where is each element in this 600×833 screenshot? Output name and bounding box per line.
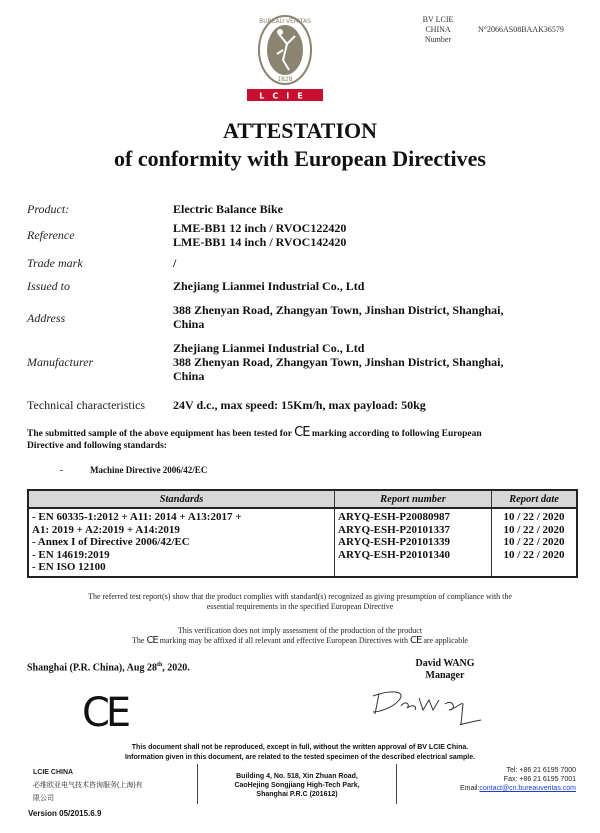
handwritten-signature [365, 682, 495, 727]
svg-text:1828: 1828 [277, 76, 293, 83]
verification-note [0, 626, 600, 646]
report-number: ARYQ-ESH-P20080987 [338, 511, 451, 523]
table-row [28, 508, 577, 577]
place-and-date [27, 662, 190, 673]
footer-notice: This document shall not be reproduced, except in full, without the written approval of BV LCIE China. [131, 744, 469, 751]
reports-cell [335, 508, 492, 577]
email-label: Email: [459, 785, 480, 792]
ce-mark-icon: CE [410, 635, 422, 646]
manufacturer-line: 388 Zhenyan Road, Zhangyan Town, Jinshan District, Shanghai, [173, 355, 504, 369]
product-value: Electric Balance Bike [173, 202, 283, 216]
issuer-line: Number [424, 35, 452, 44]
report-date: 10 / 22 / 2020 [503, 548, 565, 561]
note-line: essential requirements in the specified European Directive [206, 602, 394, 611]
report-number: ARYQ-ESH-P20101339 [338, 536, 451, 548]
address-line: CaoHejing Songjiang High-Tech Park, [234, 782, 360, 789]
version-label: Version 05/2015.6.9 [28, 809, 102, 818]
address-values [173, 303, 503, 331]
place-text: Shanghai (P.R. China), Aug 28 [27, 662, 157, 674]
note-line: This verification does not imply assessment of the production of the product [177, 626, 423, 635]
standard-line: - EN 14619:2019 [32, 548, 110, 561]
dates-cell [492, 508, 578, 577]
report-date: 10 / 22 / 2020 [503, 523, 565, 536]
column-header-report-number: Report number [335, 490, 492, 508]
ce-mark-icon: CE [294, 425, 310, 440]
report-date: 10 / 22 / 2020 [503, 511, 565, 523]
reference-values [173, 221, 346, 249]
company-name-cn: 必维欧亚电气技术咨询服务(上海)有 [33, 782, 143, 789]
issuer-line: CHINA [425, 25, 451, 34]
marking-note [0, 636, 600, 646]
ce-mark-icon: CE [146, 635, 158, 646]
tested-statement [27, 427, 577, 452]
report-date: 10 / 22 / 2020 [503, 536, 565, 548]
email-link[interactable]: contact@cn.bureauveritas.com [479, 785, 576, 792]
list-dash: - [60, 465, 63, 475]
footer-company [33, 766, 143, 805]
signer-block [390, 658, 500, 682]
directive-name: Machine Directive 2006/42/EC [90, 465, 208, 475]
product-label: Product: [27, 202, 70, 216]
issuer-block [410, 15, 466, 45]
tested-text: Directive and following standards: [27, 441, 167, 451]
technical-value: 24V d.c., max speed: 15Km/h, max payload: 50kg [173, 398, 426, 412]
footer-contact [400, 766, 576, 793]
tested-text: The submitted sample of the above equipment has been tested for [27, 429, 292, 439]
reference-value: LME-BB1 12 inch / RVOC122420 [173, 221, 347, 235]
note-text: marking may be affixed if all relevant and effective European Directives with [159, 636, 409, 645]
note-line: The referred test report(s) show that the product complies with standard(s) recognized as giving presumption of compliance with the [88, 592, 512, 601]
issued-to-label: Issued to [27, 279, 70, 293]
svg-text:LCIE: LCIE [259, 91, 311, 101]
technical-label: Technical characteristics [27, 398, 146, 412]
svg-text:BUREAU VERITAS: BUREAU VERITAS [259, 18, 311, 25]
manufacturer-line: China [173, 369, 205, 383]
address-line: Shanghai P.R.C (201612) [256, 791, 338, 798]
fax: Fax: +86 21 6195 7001 [503, 776, 576, 783]
page-title: ATTESTATION [222, 118, 378, 143]
note-text: The [132, 636, 145, 645]
reference-value: LME-BB1 14 inch / RVOC142420 [173, 235, 347, 249]
standard-line: - EN 60335-1:2012 + A11: 2014 + A13:2017 + [32, 511, 242, 523]
manufacturer-label: Manufacturer [27, 355, 94, 369]
date-suffix: th [156, 662, 163, 668]
phone: Tel: +86 21 6195 7000 [506, 767, 576, 774]
trade-mark-value: / [173, 256, 177, 270]
compliance-note [0, 592, 600, 612]
issuer-line: BV LCIE [422, 15, 454, 24]
certificate-number: N°2066AS08BAAK36579 [478, 25, 564, 34]
address-line: China [173, 317, 205, 331]
report-number: ARYQ-ESH-P20101340 [338, 548, 451, 561]
address-line: 388 Zhenyan Road, Zhangyan Town, Jinshan District, Shanghai, [173, 303, 504, 317]
company-name-cn: 限公司 [33, 795, 54, 802]
address-line: Building 4, No. 518, Xin Zhuan Road, [236, 773, 358, 780]
reference-label: Reference [27, 228, 75, 242]
footer-notice: Information given in this document, are related to the tested specimen of the described electrical sample. [124, 754, 476, 761]
standard-line: - EN ISO 12100 [32, 561, 106, 573]
address-label: Address [27, 311, 66, 325]
column-header-report-date: Report date [492, 490, 578, 508]
manufacturer-values [173, 341, 503, 383]
directive-item [60, 465, 207, 475]
standard-line: - Annex I of Directive 2006/42/EC [32, 536, 190, 548]
standards-cell [28, 508, 335, 577]
trade-mark-label: Trade mark [27, 256, 83, 270]
company-name: LCIE CHINA [33, 769, 74, 776]
report-number: ARYQ-ESH-P20101337 [338, 523, 451, 536]
standard-line: A1: 2019 + A2:2019 + A14:2019 [32, 523, 180, 536]
ce-mark-logo: CE [82, 690, 128, 736]
email-row [400, 784, 576, 793]
issued-to-value: Zhejiang Lianmei Industrial Co., Ltd [173, 279, 365, 293]
page-subtitle: of conformity with European Directives [114, 146, 486, 171]
place-text: , 2020. [162, 662, 190, 674]
signer-name: David WANG [415, 658, 475, 669]
column-header-standards: Standards [28, 490, 335, 508]
tested-text: marking according to following European [311, 429, 482, 439]
standards-table [27, 489, 578, 578]
footer-address [197, 764, 397, 804]
manufacturer-line: Zhejiang Lianmei Industrial Co., Ltd [173, 341, 365, 355]
bureau-veritas-lcie-logo [243, 14, 327, 102]
signer-role: Manager [425, 670, 465, 681]
note-text: are applicable [423, 636, 468, 645]
